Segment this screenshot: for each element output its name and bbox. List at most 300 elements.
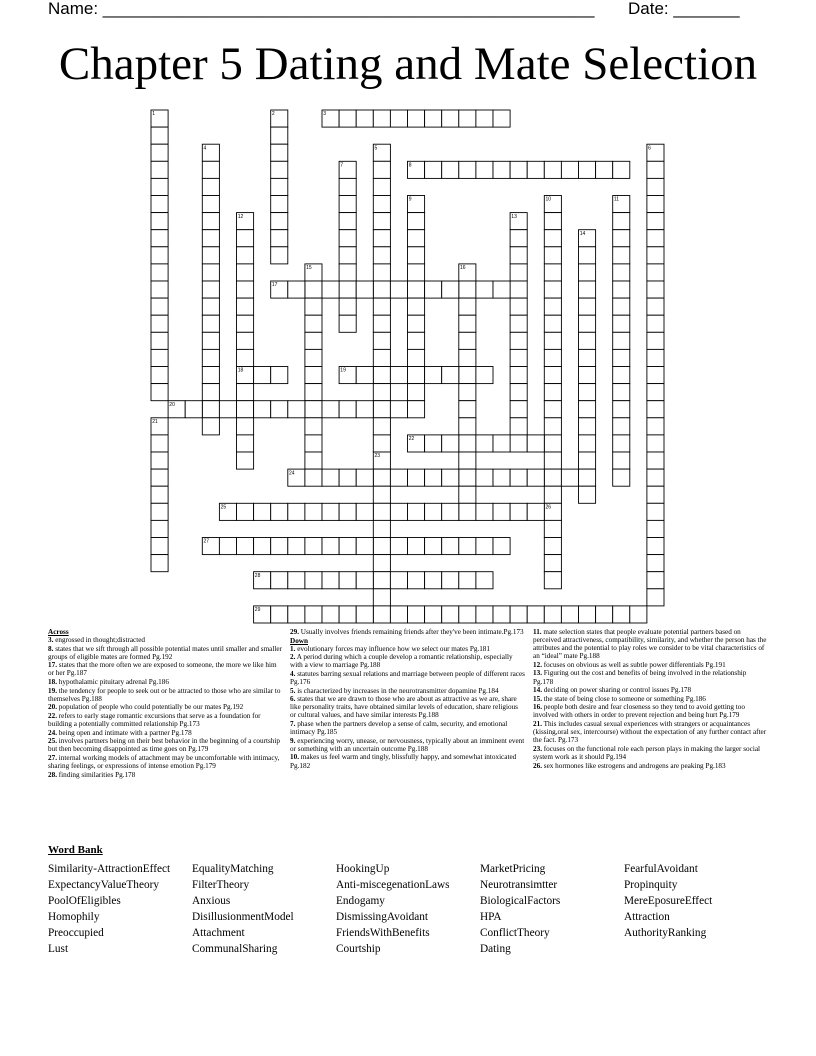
- grid-cell[interactable]: [373, 281, 390, 298]
- grid-cell[interactable]: [373, 213, 390, 230]
- grid-cell[interactable]: [373, 315, 390, 332]
- grid-cell[interactable]: [390, 572, 407, 589]
- grid-cell[interactable]: [339, 469, 356, 486]
- grid-cell[interactable]: [527, 503, 544, 520]
- grid-cell[interactable]: [647, 452, 664, 469]
- grid-cell[interactable]: [476, 572, 493, 589]
- grid-cell[interactable]: [544, 332, 561, 349]
- grid-cell[interactable]: [408, 315, 425, 332]
- grid-cell[interactable]: [373, 520, 390, 537]
- grid-cell[interactable]: [339, 230, 356, 247]
- grid-cell[interactable]: [356, 606, 373, 623]
- grid-cell[interactable]: [390, 606, 407, 623]
- grid-cell[interactable]: [408, 298, 425, 315]
- grid-cell[interactable]: [442, 469, 459, 486]
- grid-cell[interactable]: [271, 161, 288, 178]
- grid-cell[interactable]: [219, 538, 236, 555]
- grid-cell[interactable]: [613, 469, 630, 486]
- grid-cell[interactable]: [373, 589, 390, 606]
- grid-cell[interactable]: [373, 332, 390, 349]
- grid-cell[interactable]: [151, 435, 168, 452]
- grid-cell[interactable]: [151, 452, 168, 469]
- grid-cell[interactable]: [647, 315, 664, 332]
- grid-cell[interactable]: [151, 469, 168, 486]
- grid-cell[interactable]: [510, 161, 527, 178]
- grid-cell[interactable]: [442, 435, 459, 452]
- grid-cell[interactable]: [408, 384, 425, 401]
- grid-cell[interactable]: [613, 418, 630, 435]
- grid-cell[interactable]: [202, 349, 219, 366]
- grid-cell[interactable]: [561, 161, 578, 178]
- grid-cell[interactable]: [544, 315, 561, 332]
- grid-cell[interactable]: [544, 486, 561, 503]
- grid-cell[interactable]: [544, 572, 561, 589]
- grid-cell[interactable]: [322, 538, 339, 555]
- grid-cell[interactable]: [613, 606, 630, 623]
- grid-cell[interactable]: [459, 298, 476, 315]
- date-line[interactable]: Date: _______: [628, 0, 740, 18]
- grid-cell[interactable]: [202, 298, 219, 315]
- grid-cell[interactable]: [579, 384, 596, 401]
- grid-cell[interactable]: [425, 469, 442, 486]
- grid-cell[interactable]: [322, 606, 339, 623]
- grid-cell[interactable]: [425, 161, 442, 178]
- grid-cell[interactable]: [322, 469, 339, 486]
- grid-cell[interactable]: [390, 281, 407, 298]
- grid-cell[interactable]: [510, 606, 527, 623]
- grid-cell[interactable]: [254, 538, 271, 555]
- grid-cell[interactable]: [579, 435, 596, 452]
- grid-cell[interactable]: [271, 367, 288, 384]
- grid-cell[interactable]: [459, 418, 476, 435]
- grid-cell[interactable]: [202, 196, 219, 213]
- grid-cell[interactable]: [647, 503, 664, 520]
- grid-cell[interactable]: [322, 401, 339, 418]
- grid-cell[interactable]: [373, 435, 390, 452]
- grid-cell[interactable]: [237, 230, 254, 247]
- grid-cell[interactable]: [271, 196, 288, 213]
- grid-cell[interactable]: [442, 110, 459, 127]
- grid-cell[interactable]: [459, 486, 476, 503]
- grid-cell[interactable]: [305, 503, 322, 520]
- grid-cell[interactable]: [442, 161, 459, 178]
- grid-cell[interactable]: [237, 315, 254, 332]
- grid-cell[interactable]: [459, 384, 476, 401]
- grid-cell[interactable]: [510, 230, 527, 247]
- grid-cell[interactable]: [373, 503, 390, 520]
- grid-cell[interactable]: [408, 110, 425, 127]
- grid-cell[interactable]: [288, 538, 305, 555]
- grid-cell[interactable]: [254, 401, 271, 418]
- grid-cell[interactable]: [579, 298, 596, 315]
- grid-cell[interactable]: [510, 264, 527, 281]
- grid-cell[interactable]: [202, 247, 219, 264]
- grid-cell[interactable]: [647, 469, 664, 486]
- grid-cell[interactable]: [510, 384, 527, 401]
- grid-cell[interactable]: [510, 469, 527, 486]
- grid-cell[interactable]: [288, 401, 305, 418]
- grid-cell[interactable]: [237, 435, 254, 452]
- grid-cell[interactable]: [373, 572, 390, 589]
- grid-cell[interactable]: [151, 178, 168, 195]
- grid-cell[interactable]: [579, 606, 596, 623]
- grid-cell[interactable]: [202, 332, 219, 349]
- grid-cell[interactable]: [339, 503, 356, 520]
- grid-cell[interactable]: [579, 367, 596, 384]
- grid-cell[interactable]: [202, 178, 219, 195]
- grid-cell[interactable]: [288, 281, 305, 298]
- grid-cell[interactable]: [339, 538, 356, 555]
- grid-cell[interactable]: [425, 367, 442, 384]
- grid-cell[interactable]: [459, 538, 476, 555]
- grid-cell[interactable]: [339, 298, 356, 315]
- grid-cell[interactable]: [339, 247, 356, 264]
- grid-cell[interactable]: [561, 469, 578, 486]
- grid-cell[interactable]: [373, 418, 390, 435]
- grid-cell[interactable]: [425, 606, 442, 623]
- grid-cell[interactable]: [305, 469, 322, 486]
- grid-cell[interactable]: [408, 281, 425, 298]
- grid-cell[interactable]: [390, 503, 407, 520]
- grid-cell[interactable]: [373, 110, 390, 127]
- grid-cell[interactable]: [408, 247, 425, 264]
- grid-cell[interactable]: [356, 110, 373, 127]
- grid-cell[interactable]: [288, 606, 305, 623]
- grid-cell[interactable]: [647, 298, 664, 315]
- grid-cell[interactable]: [510, 418, 527, 435]
- grid-cell[interactable]: [373, 247, 390, 264]
- grid-cell[interactable]: [390, 401, 407, 418]
- grid-cell[interactable]: [459, 435, 476, 452]
- grid-cell[interactable]: [408, 572, 425, 589]
- grid-cell[interactable]: [356, 538, 373, 555]
- grid-cell[interactable]: [271, 606, 288, 623]
- grid-cell[interactable]: [613, 247, 630, 264]
- grid-cell[interactable]: [613, 435, 630, 452]
- grid-cell[interactable]: [442, 503, 459, 520]
- grid-cell[interactable]: [151, 247, 168, 264]
- grid-cell[interactable]: [305, 452, 322, 469]
- grid-cell[interactable]: [579, 161, 596, 178]
- grid-cell[interactable]: [151, 520, 168, 537]
- grid-cell[interactable]: [202, 230, 219, 247]
- grid-cell[interactable]: [408, 401, 425, 418]
- grid-cell[interactable]: [408, 469, 425, 486]
- grid-cell[interactable]: [476, 469, 493, 486]
- grid-cell[interactable]: [647, 332, 664, 349]
- grid-cell[interactable]: [305, 298, 322, 315]
- grid-cell[interactable]: [202, 315, 219, 332]
- grid-cell[interactable]: [305, 418, 322, 435]
- grid-cell[interactable]: [390, 367, 407, 384]
- grid-cell[interactable]: [151, 230, 168, 247]
- grid-cell[interactable]: [237, 264, 254, 281]
- grid-cell[interactable]: [544, 367, 561, 384]
- grid-cell[interactable]: [202, 161, 219, 178]
- grid-cell[interactable]: [579, 418, 596, 435]
- grid-cell[interactable]: [237, 538, 254, 555]
- grid-cell[interactable]: [613, 349, 630, 366]
- grid-cell[interactable]: [613, 213, 630, 230]
- grid-cell[interactable]: [305, 332, 322, 349]
- grid-cell[interactable]: [151, 144, 168, 161]
- grid-cell[interactable]: [373, 349, 390, 366]
- grid-cell[interactable]: [510, 367, 527, 384]
- grid-cell[interactable]: [544, 555, 561, 572]
- grid-cell[interactable]: [288, 503, 305, 520]
- grid-cell[interactable]: [493, 606, 510, 623]
- grid-cell[interactable]: [202, 367, 219, 384]
- grid-cell[interactable]: [237, 247, 254, 264]
- grid-cell[interactable]: [613, 315, 630, 332]
- grid-cell[interactable]: [459, 401, 476, 418]
- grid-cell[interactable]: [373, 264, 390, 281]
- grid-cell[interactable]: [476, 606, 493, 623]
- grid-cell[interactable]: [579, 401, 596, 418]
- grid-cell[interactable]: [544, 401, 561, 418]
- grid-cell[interactable]: [442, 538, 459, 555]
- grid-cell[interactable]: [476, 367, 493, 384]
- grid-cell[interactable]: [408, 538, 425, 555]
- grid-cell[interactable]: [647, 486, 664, 503]
- grid-cell[interactable]: [544, 161, 561, 178]
- grid-cell[interactable]: [510, 401, 527, 418]
- grid-cell[interactable]: [288, 572, 305, 589]
- grid-cell[interactable]: [579, 247, 596, 264]
- grid-cell[interactable]: [151, 264, 168, 281]
- grid-cell[interactable]: [596, 606, 613, 623]
- grid-cell[interactable]: [476, 503, 493, 520]
- grid-cell[interactable]: [544, 349, 561, 366]
- grid-cell[interactable]: [408, 213, 425, 230]
- grid-cell[interactable]: [510, 298, 527, 315]
- grid-cell[interactable]: [647, 538, 664, 555]
- grid-cell[interactable]: [322, 503, 339, 520]
- grid-cell[interactable]: [544, 418, 561, 435]
- grid-cell[interactable]: [459, 469, 476, 486]
- grid-cell[interactable]: [271, 230, 288, 247]
- grid-cell[interactable]: [373, 606, 390, 623]
- grid-cell[interactable]: [373, 230, 390, 247]
- grid-cell[interactable]: [544, 606, 561, 623]
- grid-cell[interactable]: [373, 367, 390, 384]
- grid-cell[interactable]: [647, 401, 664, 418]
- grid-cell[interactable]: [237, 401, 254, 418]
- grid-cell[interactable]: [493, 503, 510, 520]
- grid-cell[interactable]: [356, 503, 373, 520]
- grid-cell[interactable]: [151, 127, 168, 144]
- grid-cell[interactable]: [647, 264, 664, 281]
- grid-cell[interactable]: [647, 555, 664, 572]
- grid-cell[interactable]: [151, 486, 168, 503]
- grid-cell[interactable]: [305, 606, 322, 623]
- grid-cell[interactable]: [647, 213, 664, 230]
- grid-cell[interactable]: [305, 384, 322, 401]
- grid-cell[interactable]: [544, 281, 561, 298]
- grid-cell[interactable]: [647, 178, 664, 195]
- grid-cell[interactable]: [425, 110, 442, 127]
- grid-cell[interactable]: [544, 452, 561, 469]
- grid-cell[interactable]: [544, 384, 561, 401]
- grid-cell[interactable]: [373, 469, 390, 486]
- grid-cell[interactable]: [647, 161, 664, 178]
- grid-cell[interactable]: [254, 367, 271, 384]
- grid-cell[interactable]: [373, 196, 390, 213]
- grid-cell[interactable]: [339, 264, 356, 281]
- grid-cell[interactable]: [271, 247, 288, 264]
- grid-cell[interactable]: [408, 606, 425, 623]
- grid-cell[interactable]: [237, 384, 254, 401]
- grid-cell[interactable]: [237, 418, 254, 435]
- grid-cell[interactable]: [339, 213, 356, 230]
- grid-cell[interactable]: [305, 281, 322, 298]
- grid-cell[interactable]: [510, 281, 527, 298]
- grid-cell[interactable]: [647, 367, 664, 384]
- grid-cell[interactable]: [647, 520, 664, 537]
- grid-cell[interactable]: [647, 196, 664, 213]
- grid-cell[interactable]: [339, 606, 356, 623]
- grid-cell[interactable]: [459, 452, 476, 469]
- grid-cell[interactable]: [510, 332, 527, 349]
- grid-cell[interactable]: [425, 572, 442, 589]
- grid-cell[interactable]: [339, 196, 356, 213]
- grid-cell[interactable]: [527, 161, 544, 178]
- grid-cell[interactable]: [271, 572, 288, 589]
- grid-cell[interactable]: [356, 281, 373, 298]
- grid-cell[interactable]: [305, 538, 322, 555]
- grid-cell[interactable]: [151, 161, 168, 178]
- grid-cell[interactable]: [493, 161, 510, 178]
- grid-cell[interactable]: [408, 349, 425, 366]
- grid-cell[interactable]: [596, 161, 613, 178]
- grid-cell[interactable]: [647, 230, 664, 247]
- grid-cell[interactable]: [544, 520, 561, 537]
- grid-cell[interactable]: [459, 606, 476, 623]
- grid-cell[interactable]: [510, 349, 527, 366]
- grid-cell[interactable]: [544, 435, 561, 452]
- grid-cell[interactable]: [339, 178, 356, 195]
- grid-cell[interactable]: [647, 247, 664, 264]
- grid-cell[interactable]: [271, 213, 288, 230]
- grid-cell[interactable]: [151, 315, 168, 332]
- grid-cell[interactable]: [613, 298, 630, 315]
- grid-cell[interactable]: [613, 332, 630, 349]
- grid-cell[interactable]: [561, 606, 578, 623]
- grid-cell[interactable]: [493, 435, 510, 452]
- grid-cell[interactable]: [442, 281, 459, 298]
- grid-cell[interactable]: [202, 401, 219, 418]
- grid-cell[interactable]: [425, 538, 442, 555]
- grid-cell[interactable]: [579, 349, 596, 366]
- grid-cell[interactable]: [493, 281, 510, 298]
- grid-cell[interactable]: [613, 452, 630, 469]
- grid-cell[interactable]: [339, 401, 356, 418]
- grid-cell[interactable]: [219, 401, 236, 418]
- grid-cell[interactable]: [185, 401, 202, 418]
- grid-cell[interactable]: [305, 315, 322, 332]
- grid-cell[interactable]: [271, 144, 288, 161]
- grid-cell[interactable]: [271, 127, 288, 144]
- grid-cell[interactable]: [254, 503, 271, 520]
- grid-cell[interactable]: [356, 367, 373, 384]
- grid-cell[interactable]: [476, 161, 493, 178]
- grid-cell[interactable]: [459, 332, 476, 349]
- grid-cell[interactable]: [305, 572, 322, 589]
- grid-cell[interactable]: [544, 247, 561, 264]
- grid-cell[interactable]: [425, 435, 442, 452]
- grid-cell[interactable]: [613, 264, 630, 281]
- grid-cell[interactable]: [373, 178, 390, 195]
- grid-cell[interactable]: [237, 298, 254, 315]
- grid-cell[interactable]: [544, 298, 561, 315]
- grid-cell[interactable]: [408, 264, 425, 281]
- grid-cell[interactable]: [647, 349, 664, 366]
- grid-cell[interactable]: [476, 110, 493, 127]
- grid-cell[interactable]: [151, 332, 168, 349]
- grid-cell[interactable]: [544, 469, 561, 486]
- grid-cell[interactable]: [408, 332, 425, 349]
- grid-cell[interactable]: [339, 110, 356, 127]
- grid-cell[interactable]: [356, 572, 373, 589]
- grid-cell[interactable]: [544, 264, 561, 281]
- grid-cell[interactable]: [237, 452, 254, 469]
- grid-cell[interactable]: [408, 230, 425, 247]
- grid-cell[interactable]: [390, 469, 407, 486]
- grid-cell[interactable]: [544, 230, 561, 247]
- grid-cell[interactable]: [647, 572, 664, 589]
- grid-cell[interactable]: [613, 367, 630, 384]
- grid-cell[interactable]: [476, 435, 493, 452]
- grid-cell[interactable]: [151, 213, 168, 230]
- grid-cell[interactable]: [322, 572, 339, 589]
- grid-cell[interactable]: [459, 503, 476, 520]
- grid-cell[interactable]: [151, 555, 168, 572]
- grid-cell[interactable]: [459, 315, 476, 332]
- grid-cell[interactable]: [613, 281, 630, 298]
- grid-cell[interactable]: [579, 264, 596, 281]
- grid-cell[interactable]: [527, 606, 544, 623]
- grid-cell[interactable]: [151, 349, 168, 366]
- grid-cell[interactable]: [271, 503, 288, 520]
- grid-cell[interactable]: [271, 538, 288, 555]
- grid-cell[interactable]: [613, 401, 630, 418]
- grid-cell[interactable]: [305, 435, 322, 452]
- grid-cell[interactable]: [202, 384, 219, 401]
- grid-cell[interactable]: [151, 538, 168, 555]
- grid-cell[interactable]: [579, 315, 596, 332]
- grid-cell[interactable]: [459, 572, 476, 589]
- grid-cell[interactable]: [510, 435, 527, 452]
- grid-cell[interactable]: [476, 538, 493, 555]
- grid-cell[interactable]: [373, 161, 390, 178]
- grid-cell[interactable]: [237, 349, 254, 366]
- grid-cell[interactable]: [305, 401, 322, 418]
- grid-cell[interactable]: [647, 435, 664, 452]
- grid-cell[interactable]: [613, 161, 630, 178]
- grid-cell[interactable]: [459, 110, 476, 127]
- grid-cell[interactable]: [425, 503, 442, 520]
- grid-cell[interactable]: [544, 538, 561, 555]
- grid-cell[interactable]: [493, 469, 510, 486]
- grid-cell[interactable]: [510, 315, 527, 332]
- grid-cell[interactable]: [271, 178, 288, 195]
- grid-cell[interactable]: [202, 213, 219, 230]
- grid-cell[interactable]: [305, 367, 322, 384]
- grid-cell[interactable]: [339, 572, 356, 589]
- grid-cell[interactable]: [271, 401, 288, 418]
- grid-cell[interactable]: [356, 401, 373, 418]
- grid-cell[interactable]: [579, 469, 596, 486]
